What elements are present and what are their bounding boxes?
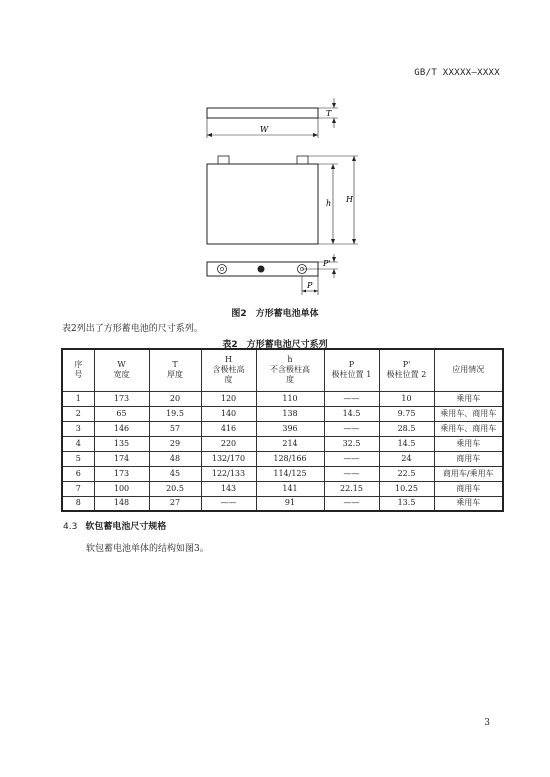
table-cell: —— — [201, 496, 256, 511]
header-line: 厚度 — [167, 370, 183, 380]
table-row — [62, 436, 503, 451]
table-cell: 141 — [256, 481, 324, 496]
table-cell: 32.5 — [324, 436, 379, 451]
header-line: 应用情况 — [452, 365, 485, 375]
table-cell: 128/166 — [256, 451, 324, 466]
table-cell: 乘用车 — [434, 391, 503, 406]
table-cell: 20.5 — [149, 481, 201, 496]
table-cell: 9.75 — [379, 406, 434, 421]
table-header-cell — [434, 349, 503, 391]
table-cell: 416 — [201, 421, 256, 436]
table-cell: 14.5 — [324, 406, 379, 421]
table-cell: 28.5 — [379, 421, 434, 436]
table-cell: 27 — [149, 496, 201, 511]
table-cell: 19.5 — [149, 406, 201, 421]
table-cell: 140 — [201, 406, 256, 421]
table-cell: 商用车 — [434, 451, 503, 466]
table-cell: 100 — [94, 481, 149, 496]
table-row — [62, 481, 503, 496]
table-cell: 174 — [94, 451, 149, 466]
table-cell: 1 — [62, 391, 94, 406]
header-line: 宽度 — [113, 370, 130, 380]
table-cell: 146 — [94, 421, 149, 436]
table-header-cell — [324, 349, 379, 391]
dim-label-W: W — [260, 125, 269, 134]
table-cell: 乘用车 — [434, 496, 503, 511]
figure-caption: 图2 方形蓄电池单体 — [231, 309, 319, 319]
table-cell: 220 — [201, 436, 256, 451]
header-line: 序 — [74, 360, 83, 370]
table-cell: 132/170 — [201, 451, 256, 466]
standard-code-header: GB/T XXXXX—XXXX — [414, 68, 500, 78]
vent-mark — [258, 266, 265, 273]
header-line: P' — [402, 360, 411, 370]
table-header-row — [62, 349, 503, 391]
header-line: 含极柱高 — [212, 365, 245, 375]
table-header-cell — [149, 349, 201, 391]
table-cell: 22.15 — [324, 481, 379, 496]
header-line: 极柱位置 1 — [331, 370, 372, 380]
table-cell: 22.5 — [379, 466, 434, 481]
table-cell: 14.5 — [379, 436, 434, 451]
table-cell: 120 — [201, 391, 256, 406]
table-cell: 乘用车 — [434, 436, 503, 451]
terminal-hole-left — [218, 265, 227, 274]
table-cell: 7 — [62, 481, 94, 496]
table-cell: 143 — [201, 481, 256, 496]
table-cell: 122/133 — [201, 466, 256, 481]
header-line: 极柱位置 2 — [386, 370, 427, 380]
table-cell: —— — [324, 451, 379, 466]
top-view-outline — [207, 108, 318, 118]
dim-label-P: P — [307, 281, 313, 290]
table-cell: 乘用车、商用车 — [434, 406, 503, 421]
table-cell: 商用车 — [434, 481, 503, 496]
table-cell: —— — [324, 496, 379, 511]
table-cell: 173 — [94, 391, 149, 406]
table-row — [62, 466, 503, 481]
table-header-cell — [201, 349, 256, 391]
battery-size-table — [61, 348, 504, 512]
dim-label-P-prime: P' — [323, 259, 331, 268]
table-row — [62, 406, 503, 421]
table-cell: 商用车/乘用车 — [434, 466, 503, 481]
table-cell: 10.25 — [379, 481, 434, 496]
table-cell: 4 — [62, 436, 94, 451]
section-number: 4.3 — [63, 522, 78, 532]
intro-paragraph: 表2列出了方形蓄电池的尺寸系列。 — [62, 324, 203, 334]
table-cell: 110 — [256, 391, 324, 406]
table-row — [62, 391, 503, 406]
table-row — [62, 421, 503, 436]
table-header-cell — [94, 349, 149, 391]
dim-label-T: T — [326, 109, 332, 118]
table-cell: 24 — [379, 451, 434, 466]
table-row — [62, 496, 503, 511]
dim-label-h: h — [326, 199, 332, 208]
table-header-cell — [256, 349, 324, 391]
header-line: H — [225, 355, 232, 365]
page-number: 3 — [484, 718, 490, 728]
table-cell: 10 — [379, 391, 434, 406]
table-cell: —— — [324, 421, 379, 436]
battery-cell-drawing — [180, 92, 380, 297]
header-line: 不含极柱高 — [270, 365, 310, 375]
table-cell: 48 — [149, 451, 201, 466]
table-cell: 138 — [256, 406, 324, 421]
table-cell: 57 — [149, 421, 201, 436]
table-cell: 45 — [149, 466, 201, 481]
table-header-cell — [379, 349, 434, 391]
battery-cell-figure — [180, 92, 380, 297]
table-header-cell — [62, 349, 94, 391]
table-cell: 乘用车、商用车 — [434, 421, 503, 436]
front-view-outline — [207, 164, 318, 244]
header-line: T — [172, 360, 178, 370]
table-cell: 214 — [256, 436, 324, 451]
table-cell: 114/125 — [256, 466, 324, 481]
table-cell: 396 — [256, 421, 324, 436]
table-cell: 65 — [94, 406, 149, 421]
header-line: h — [287, 355, 293, 365]
header-line: 度 — [286, 375, 294, 385]
section-title: 软包蓄电池尺寸规格 — [85, 522, 167, 532]
table-cell: 2 — [62, 406, 94, 421]
header-line: P — [348, 360, 355, 370]
header-line: 度 — [224, 375, 233, 385]
header-line: 号 — [74, 370, 83, 380]
table-cell: 20 — [149, 391, 201, 406]
table-cell: 148 — [94, 496, 149, 511]
table-caption: 表2 方形蓄电池尺寸系列 — [222, 340, 328, 350]
table-cell: 91 — [256, 496, 324, 511]
terminal-right — [297, 156, 308, 164]
section-paragraph: 软包蓄电池单体的结构如图3。 — [86, 544, 209, 554]
table-cell: 5 — [62, 451, 94, 466]
table-cell: 8 — [62, 496, 94, 511]
table-cell: 6 — [62, 466, 94, 481]
table-cell: 3 — [62, 421, 94, 436]
dim-label-H: H — [346, 195, 353, 204]
table-cell: 13.5 — [379, 496, 434, 511]
table-cell: 135 — [94, 436, 149, 451]
table-cell: 29 — [149, 436, 201, 451]
table-cell: 173 — [94, 466, 149, 481]
section-heading — [63, 519, 166, 532]
table-row — [62, 451, 503, 466]
terminal-left — [218, 156, 229, 164]
table-cell: —— — [324, 391, 379, 406]
table-cell: —— — [324, 466, 379, 481]
header-line: W — [117, 360, 126, 370]
